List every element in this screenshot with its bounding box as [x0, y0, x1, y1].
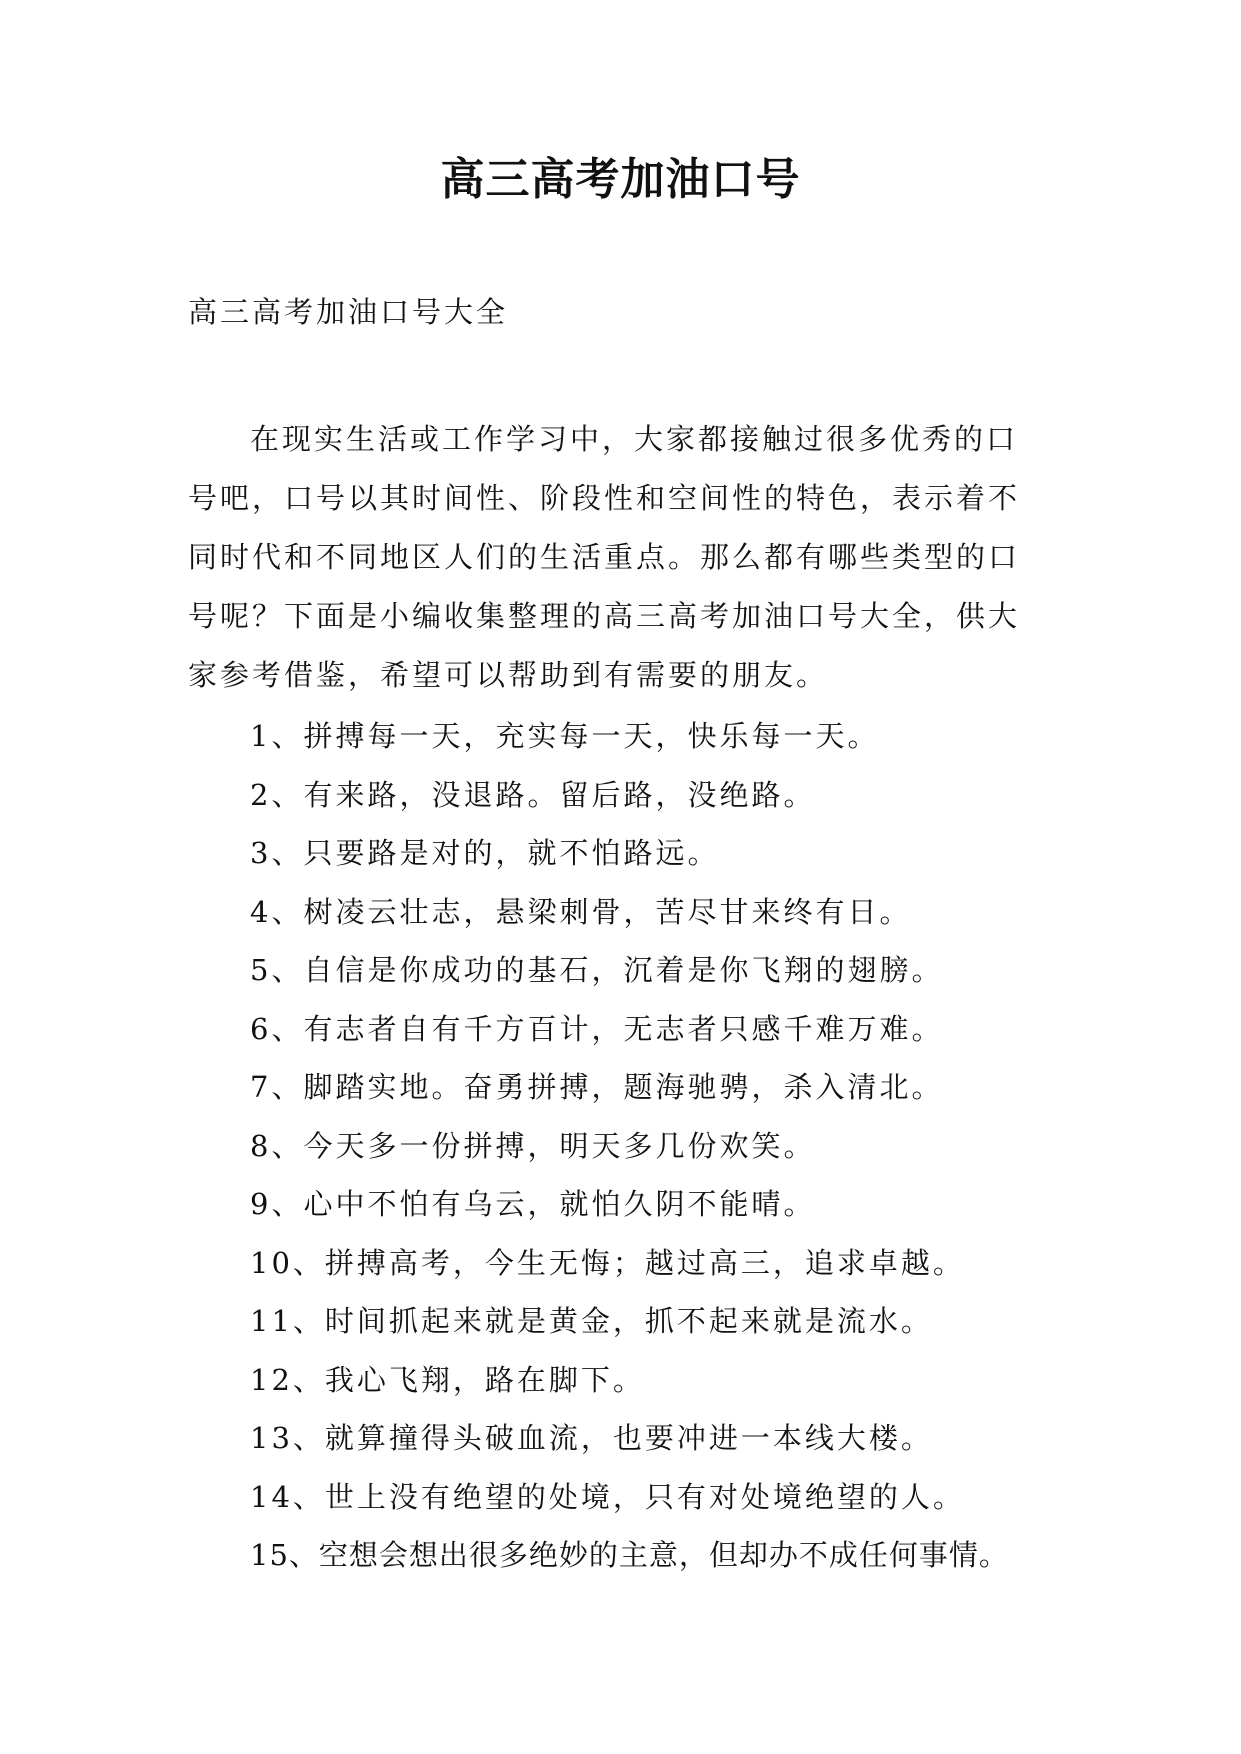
- slogan-item: 7、脚踏实地。奋勇拼搏，题海驰骋，杀入清北。: [250, 1070, 944, 1104]
- slogan-item: 10、拼搏高考，今生无悔；越过高三，追求卓越。: [250, 1245, 965, 1280]
- slogan-item: 13、就算撞得头破血流，也要冲进一本线大楼。: [250, 1421, 933, 1455]
- slogan-item: 14、世上没有绝望的处境，只有对处境绝望的人。: [250, 1479, 965, 1514]
- slogan-item: 6、有志者自有千方百计，无志者只感千难万难。: [250, 1011, 944, 1046]
- slogan-list: [250, 707, 1130, 1585]
- slogan-item: 1、拼搏每一天，充实每一天，快乐每一天。: [250, 719, 880, 753]
- intro-line: 号吧，口号以其时间性、阶段性和空间性的特色，表示着不: [188, 481, 1021, 515]
- slogan-item: 15、空想会想出很多绝妙的主意，但却办不成任何事情。: [250, 1538, 1009, 1572]
- slogan-item: 2、有来路，没退路。留后路，没绝路。: [250, 777, 816, 812]
- document-title: 高三高考加油口号: [440, 154, 801, 205]
- slogan-item: 9、心中不怕有乌云，就怕久阴不能晴。: [250, 1187, 816, 1221]
- slogan-item: 8、今天多一份拼搏，明天多几份欢笑。: [250, 1128, 816, 1163]
- intro-line: 同时代和不同地区人们的生活重点。那么都有哪些类型的口: [188, 540, 1021, 574]
- slogan-item: 4、树凌云壮志，悬梁刺骨，苦尽甘来终有日。: [250, 894, 912, 929]
- intro-line: 在现实生活或工作学习中，大家都接触过很多优秀的口: [250, 422, 1019, 456]
- slogan-item: 12、我心飞翔，路在脚下。: [250, 1362, 645, 1397]
- intro-line: 号呢？下面是小编收集整理的高三高考加油口号大全，供大: [188, 599, 1021, 633]
- slogan-item: 5、自信是你成功的基石，沉着是你飞翔的翅膀。: [250, 953, 944, 987]
- slogan-item: 3、只要路是对的，就不怕路远。: [250, 836, 720, 870]
- slogan-item: 11、时间抓起来就是黄金，抓不起来就是流水。: [250, 1304, 933, 1338]
- document-subtitle: 高三高考加油口号大全: [188, 295, 509, 329]
- intro-paragraph: [188, 410, 1068, 705]
- intro-line: 家参考借鉴，希望可以帮助到有需要的朋友。: [188, 658, 829, 692]
